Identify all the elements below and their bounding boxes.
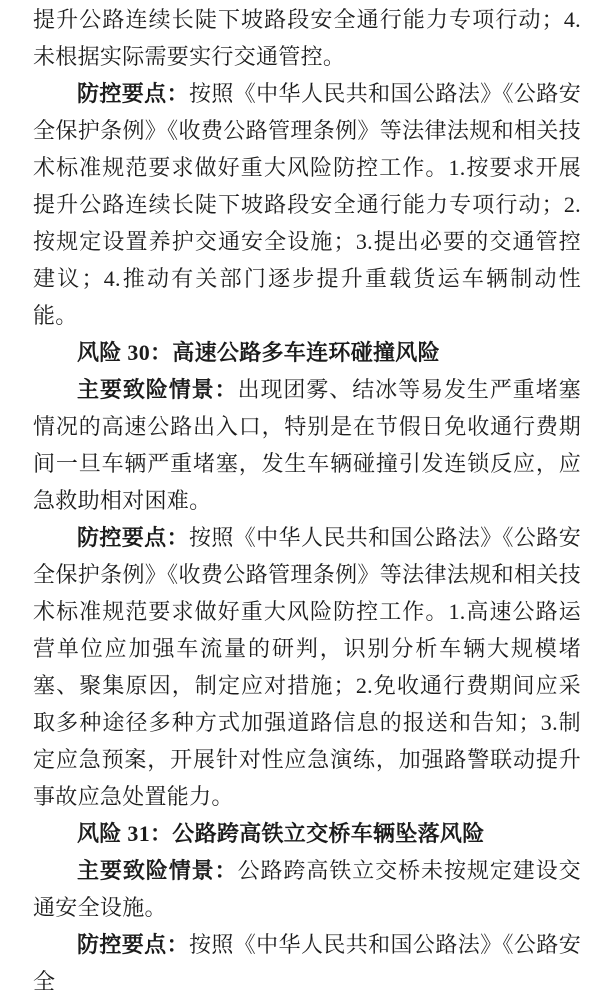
bold-run: 风险 30：高速公路多车连环碰撞风险 xyxy=(77,340,440,365)
bold-run: 防控要点： xyxy=(77,81,189,106)
heading-risk-31 xyxy=(33,815,581,852)
text-run: 按照《中华人民共和国公路法》《公路安全保护条例》《收费公路管理条例》等法律法规和相关技术标准规范要求做好重大风险防控工作。1.高速公路运营单位应加强车流量的研判，识别分析车辆大规模堵塞、聚集原因，制定应对措施；2.免收通行费期间应采取多种途径多种方式加强道路信息的报送和告知；3.制定应急预案，开展针对性应急演练，加强路警联动提升事故应急处置能力。 xyxy=(33,525,581,809)
bold-run: 防控要点： xyxy=(77,932,189,957)
para-risk30-scenario xyxy=(33,371,581,519)
para-risk29-scenario-continuation xyxy=(33,1,581,75)
text-run: 按照《中华人民共和国公路法》《公路安全保护条例》《收费公路管理条例》等法律法规和相关技术标准规范要求做好重大风险防控工作。1.按要求开展提升公路连续长陡下坡路段安全通行能力专项行动；2.按规定设置养护交通安全设施；3.提出必要的交通管控建议；4.推动有关部门逐步提升重载货运车辆制动性能。 xyxy=(33,81,581,328)
para-risk30-prevention xyxy=(33,519,581,815)
bold-run: 防控要点： xyxy=(77,525,189,550)
bold-run: 主要致险情景： xyxy=(77,377,238,402)
bold-run: 主要致险情景： xyxy=(77,858,238,883)
text-run: 按照《中华人民共和国公路法》《公路安全 xyxy=(33,932,581,994)
para-risk31-prevention xyxy=(33,926,581,1000)
text-run: 出现团雾、结冰等易发生严重堵塞情况的高速公路出入口，特别是在节假日免收通行费期间一旦车辆严重堵塞，发生车辆碰撞引发连锁反应，应急救助相对困难。 xyxy=(33,377,581,513)
text-run: 公路跨高铁立交桥未按规定建设交通安全设施。 xyxy=(33,858,581,920)
para-risk29-prevention xyxy=(33,75,581,334)
para-risk31-scenario xyxy=(33,852,581,926)
text-run: 提升公路连续长陡下坡路段安全通行能力专项行动；4.未根据实际需要实行交通管控。 xyxy=(33,7,581,69)
document-body xyxy=(33,1,581,1000)
bold-run: 风险 31：公路跨高铁立交桥车辆坠落风险 xyxy=(77,821,485,846)
heading-risk-30 xyxy=(33,334,581,371)
